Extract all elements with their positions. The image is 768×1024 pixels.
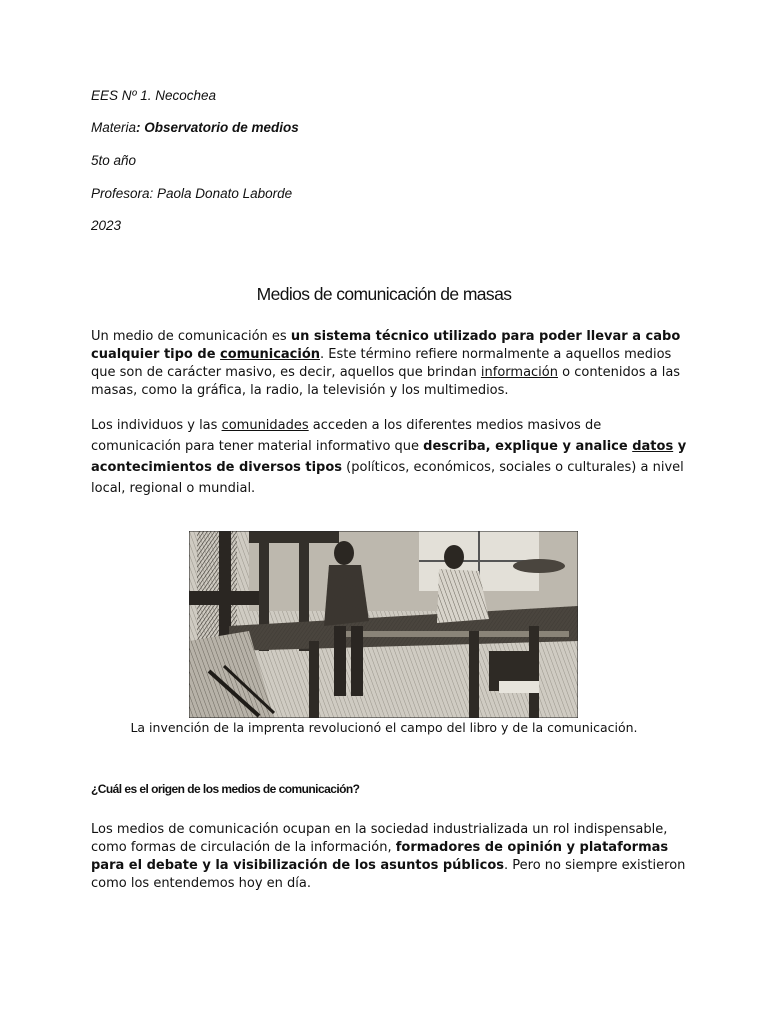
teacher-name: : Paola Donato Laborde bbox=[149, 186, 293, 201]
text-run: Los medios de comunicación ocupan en la sociedad industrializada un rol indispensable, como formas de circulación de la información, bbox=[91, 822, 668, 855]
underlined-term: comunidades bbox=[221, 418, 309, 433]
paragraph-individuals bbox=[91, 415, 691, 499]
school-line bbox=[91, 88, 216, 104]
engraving-illustration bbox=[189, 531, 578, 718]
document-title: Medios de comunicación de masas bbox=[256, 284, 512, 304]
text-run: o contenidos a las masas, como la gráfica, la radio, la televisión y los multimedios. bbox=[91, 365, 681, 398]
paragraph-origin bbox=[91, 821, 691, 893]
image-caption: La invención de la imprenta revolucionó el campo del libro y de la comunicación. bbox=[130, 720, 638, 735]
year-level-line bbox=[91, 153, 136, 169]
bold-run: y acontecimientos de diversos tipos bbox=[91, 439, 687, 475]
subject-line bbox=[91, 120, 299, 136]
subject-name: : Observatorio de medios bbox=[136, 120, 299, 135]
subject-label: Materia bbox=[91, 120, 137, 135]
text-run: . Pero no siempre existieron como los entendemos hoy en día. bbox=[91, 858, 686, 891]
section-heading: ¿Cuál es el origen de los medios de comunicación? bbox=[91, 782, 360, 796]
underlined-term: comunicación bbox=[220, 347, 321, 362]
text-run: Los individuos y las bbox=[91, 418, 222, 433]
paragraph-intro bbox=[91, 328, 691, 400]
text-run: acceden a los diferentes medios masivos de comunicación para tener material informativo que bbox=[91, 418, 602, 454]
year-level: 5to año bbox=[91, 153, 137, 168]
bold-run: describa, explique y analice bbox=[423, 439, 633, 454]
text-run: . Este término refiere normalmente a aquellos medios que son de carácter masivo, es decir, aquellos que brindan bbox=[91, 347, 672, 380]
printing-press-engraving bbox=[189, 531, 578, 718]
year: 2023 bbox=[91, 218, 122, 233]
text-run: (políticos, económicos, sociales o culturales) a nivel local, regional o mundial. bbox=[91, 460, 684, 496]
teacher-line bbox=[91, 186, 292, 202]
year-line bbox=[91, 218, 121, 234]
school-name: EES Nº 1. Necochea bbox=[91, 88, 216, 103]
underlined-term: información bbox=[480, 365, 558, 380]
bold-run: formadores de opinión y plataformas para el debate y la visibilización de los asuntos públicos bbox=[91, 840, 669, 873]
text-run: Un medio de comunicación es bbox=[91, 329, 291, 344]
teacher-label: Profesora bbox=[91, 186, 150, 201]
bold-run: un sistema técnico utilizado para poder llevar a cabo cualquier tipo de bbox=[91, 329, 681, 362]
underlined-term: datos bbox=[632, 439, 674, 454]
